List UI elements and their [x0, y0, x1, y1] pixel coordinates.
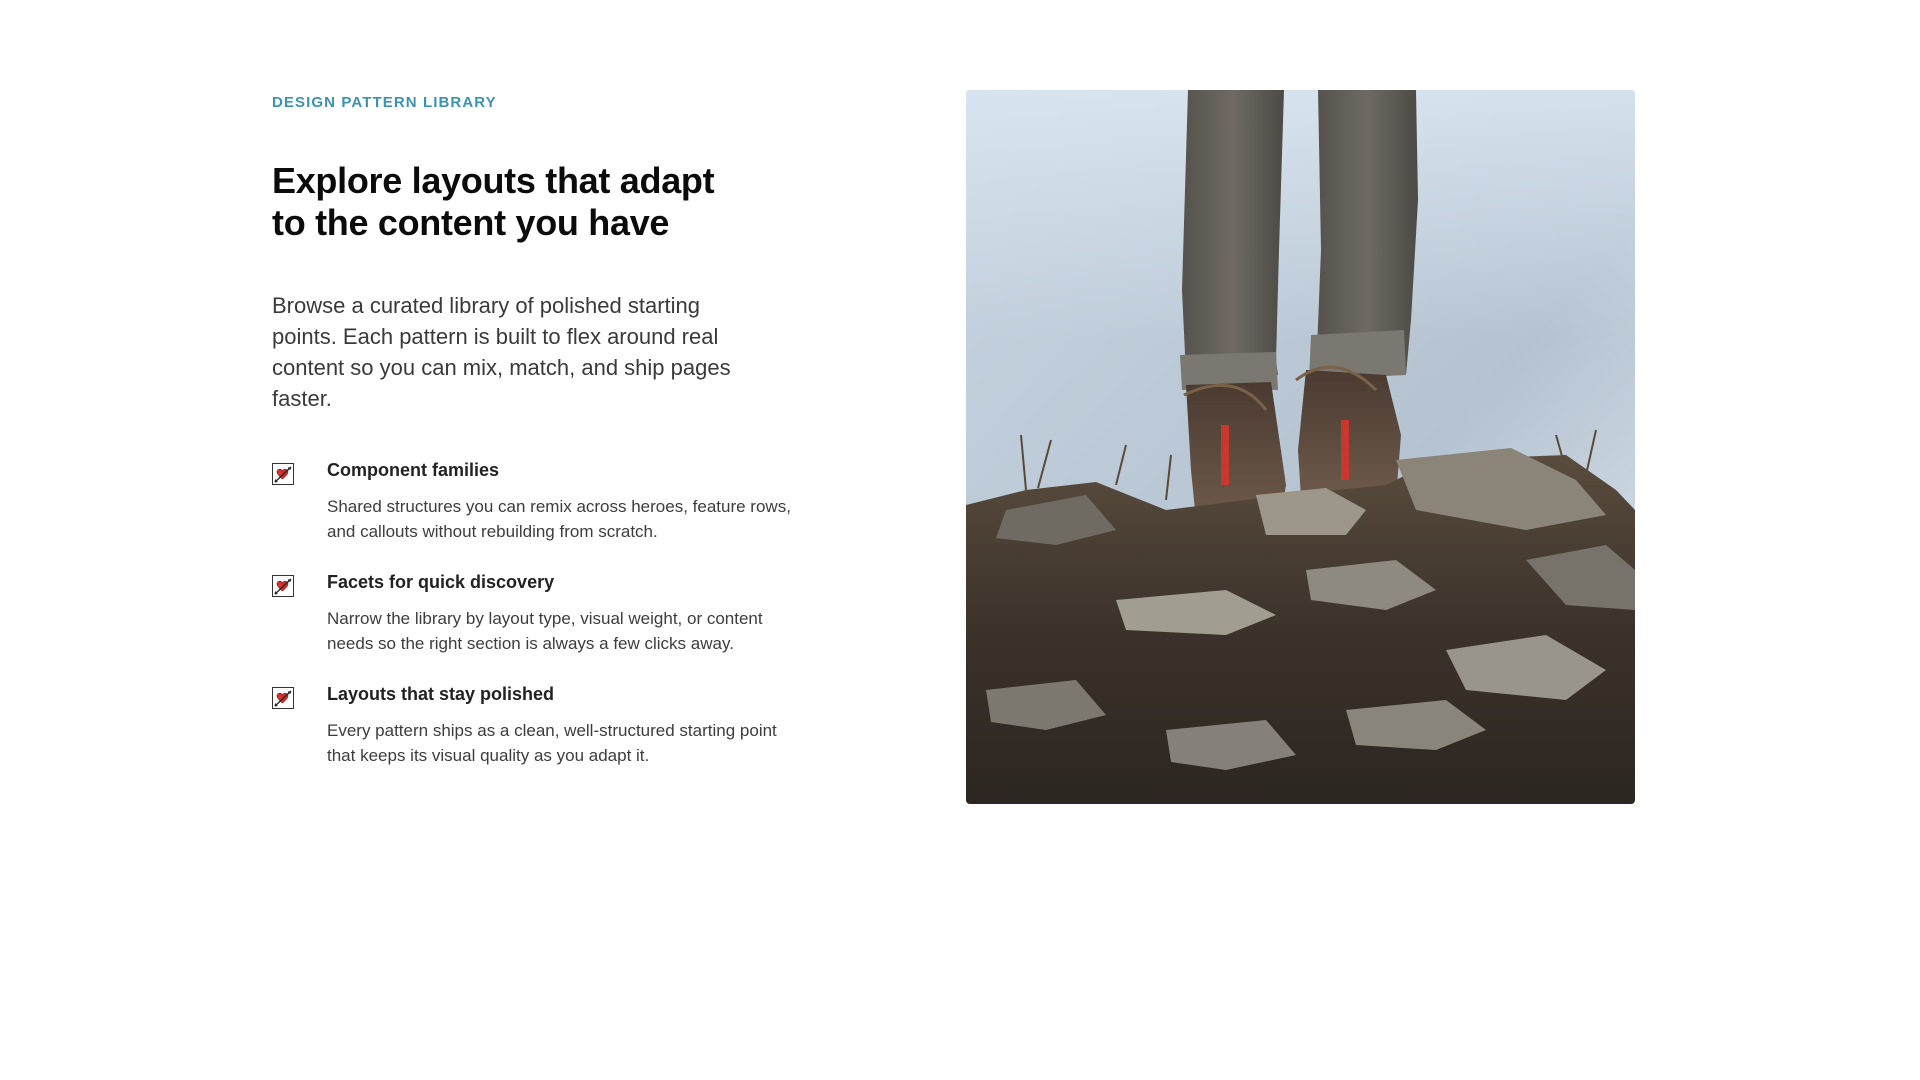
- feature-description: Shared structures you can remix across heroes, feature rows, and callouts without rebuilding from scratch.: [327, 497, 791, 541]
- heart-arrow-checkbox-icon: [272, 575, 294, 597]
- heart-arrow-checkbox-icon: [272, 463, 294, 485]
- hero-image: [966, 90, 1635, 804]
- page-title: Explore layouts that adapt to the content you have: [272, 160, 715, 243]
- feature-description: Narrow the library by layout type, visual weight, or content needs so the right section is always a few clicks away.: [327, 609, 763, 653]
- eyebrow-label: DESIGN PATTERN LIBRARY: [272, 94, 497, 111]
- feature-description: Every pattern ships as a clean, well-structured starting point that keeps its visual quality as you adapt it.: [327, 721, 777, 765]
- feature-list: [272, 458, 792, 794]
- feature-title: Component families: [327, 460, 500, 480]
- feature-title: Facets for quick discovery: [327, 572, 555, 592]
- lead-paragraph: Browse a curated library of polished starting points. Each pattern is built to flex around real content so you can mix, match, and ship pages faster.: [272, 293, 731, 411]
- feature-item: [272, 458, 792, 544]
- heart-arrow-checkbox-icon: [272, 687, 294, 709]
- feature-title: Layouts that stay polished: [327, 684, 555, 704]
- feature-item: [272, 682, 792, 768]
- feature-item: [272, 570, 792, 656]
